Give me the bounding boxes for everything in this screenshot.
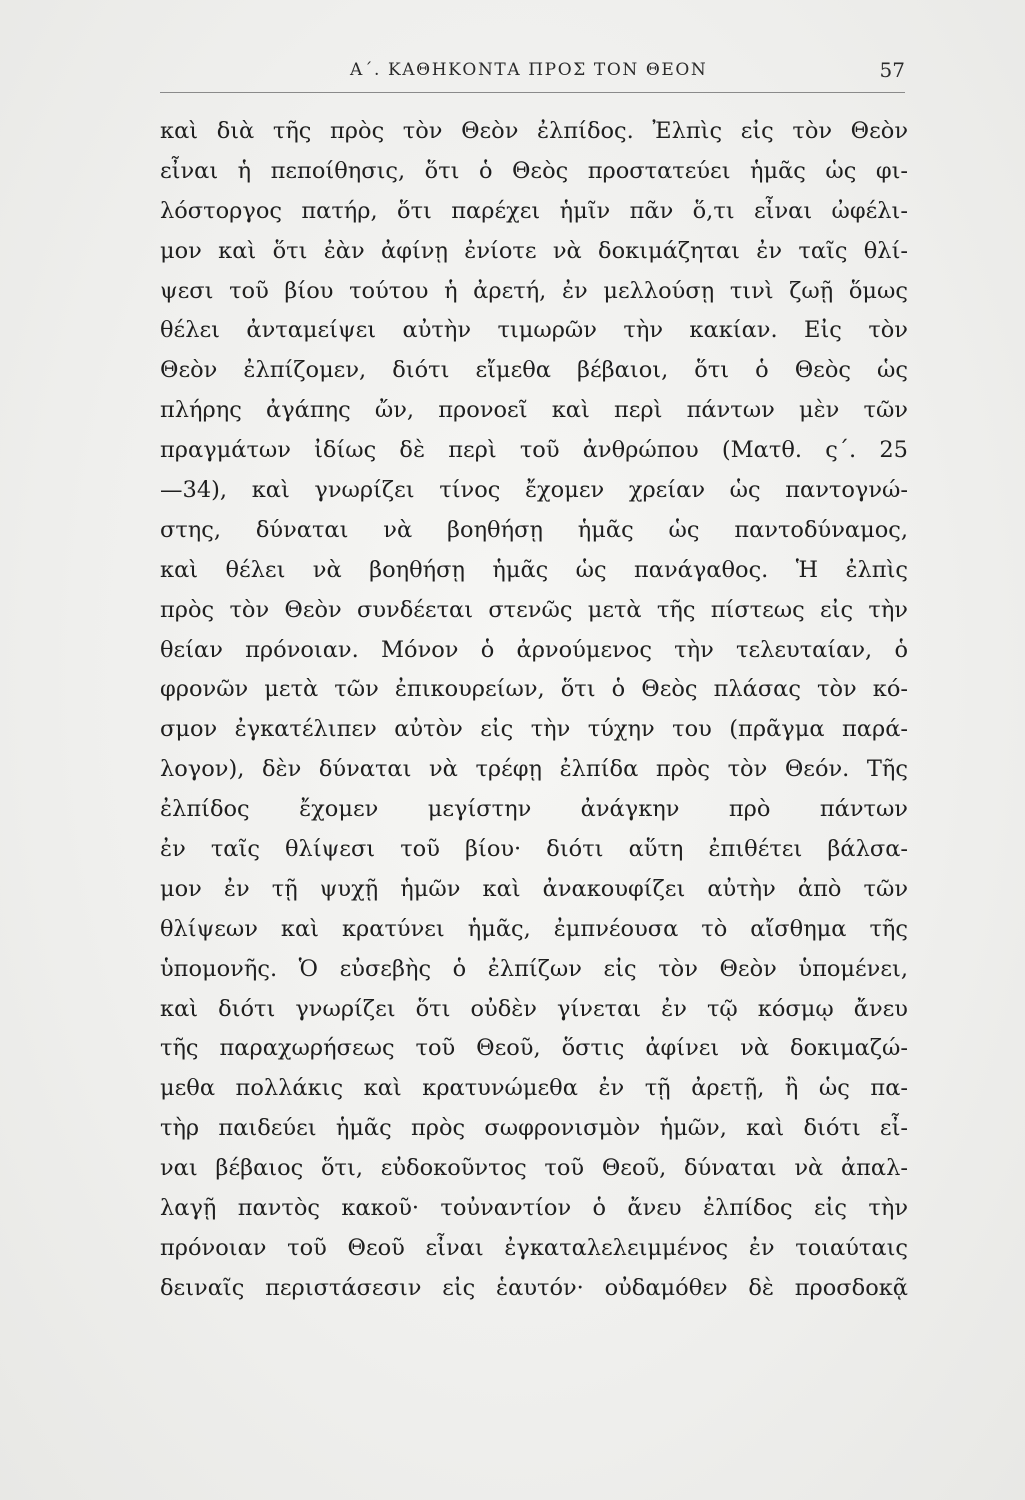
text-line: ἐλπίδος ἔχομεν μεγίστην ἀνάγκην πρὸ πάντων [160,796,908,823]
text-line: πρόνοιαν τοῦ Θεοῦ εἶναι ἐγκαταλελειμμένος ἐν τοιαύταις [160,1234,908,1261]
text-line: μεθα πολλάκις καὶ κρατυνώμεθα ἐν τῇ ἀρετῇ, ἢ ὡς πα- [160,1075,908,1102]
text-line: ναι βέβαιος ὅτι, εὐδοκοῦντος τοῦ Θεοῦ, δύναται νὰ ἀπαλ- [160,1155,908,1182]
text-line: δειναῖς περιστάσεσιν εἰς ἑαυτόν· οὐδαμόθεν δὲ προσδοκᾷ [160,1274,908,1301]
text-line: λόστοργος πατήρ, ὅτι παρέχει ἡμῖν πᾶν ὅ,τι εἶναι ὠφέλι- [160,197,908,224]
text-line: ἐν ταῖς θλίψεσι τοῦ βίου· διότι αὕτη ἐπιθέτει βάλσα- [160,836,908,863]
header-rule [160,92,905,93]
text-line: Θεὸν ἐλπίζομεν, διότι εἴμεθα βέβαιοι, ὅτι ὁ Θεὸς ὡς [160,357,908,384]
text-line: —34), καὶ γνωρίζει τίνος ἔχομεν χρείαν ὡς παντογνώ- [160,477,908,504]
text-line: καὶ διότι γνωρίζει ὅτι οὐδὲν γίνεται ἐν τῷ κόσμῳ ἄνευ [160,995,908,1022]
text-line: θλίψεων καὶ κρατύνει ἡμᾶς, ἐμπνέουσα τὸ αἴσθημα τῆς [160,915,908,942]
text-line: στης, δύναται νὰ βοηθήσῃ ἡμᾶς ὡς παντοδύναμος, [160,516,908,543]
text-line: φρονῶν μετὰ τῶν ἐπικουρείων, ὅτι ὁ Θεὸς πλάσας τὸν κό- [160,676,908,703]
text-line: καὶ διὰ τῆς πρὸς τὸν Θεὸν ἐλπίδος. Ἐλπὶς εἰς τὸν Θεὸν [160,118,908,144]
text-line: λαγῇ παντὸς κακοῦ· τοὐναντίον ὁ ἄνευ ἐλπίδος εἰς τὴν [160,1195,908,1222]
text-line: εἶναι ἡ πεποίθησις, ὅτι ὁ Θεὸς προστατεύει ἡμᾶς ὡς φι- [160,157,908,184]
text-line: μον καὶ ὅτι ἐὰν ἀφίνῃ ἐνίοτε νὰ δοκιμάζηται ἐν ταῖς θλί- [160,237,908,264]
body-paragraph [160,112,908,1309]
text-line: θέλει ἀνταμείψει αὐτὴν τιμωρῶν τὴν κακίαν. Εἰς τὸν [160,317,908,344]
running-head [160,58,905,88]
text-line: πρὸς τὸν Θεὸν συνδέεται στενῶς μετὰ τῆς πίστεως εἰς τὴν [160,596,908,623]
text-line: τὴρ παιδεύει ἡμᾶς πρὸς σωφρονισμὸν ἡμῶν, καὶ διότι εἶ- [160,1115,908,1142]
text-line: ψεσι τοῦ βίου τούτου ἡ ἀρετή, ἐν μελλούσῃ τινὶ ζωῇ ὅμως [160,277,908,304]
text-line: πλήρης ἀγάπης ὤν, προνοεῖ καὶ περὶ πάντων μὲν τῶν [160,397,908,424]
text-line: μον ἐν τῇ ψυχῇ ἡμῶν καὶ ἀνακουφίζει αὐτὴν ἀπὸ τῶν [160,875,908,902]
text-line: καὶ θέλει νὰ βοηθήσῃ ἡμᾶς ὡς πανάγαθος. Ἡ ἐλπὶς [160,556,908,583]
text-line: σμον ἐγκατέλιπεν αὐτὸν εἰς τὴν τύχην του (πρᾶγμα παρά- [160,716,908,743]
chapter-title: Α΄. ΚΑΘΗΚΟΝΤΑ ΠΡΟΣ ΤΟΝ ΘΕΟΝ [350,60,708,80]
text-line: ὑπομονῆς. Ὁ εὐσεβὴς ὁ ἐλπίζων εἰς τὸν Θεὸν ὑπομένει, [160,955,908,982]
text-line: τῆς παραχωρήσεως τοῦ Θεοῦ, ὅστις ἀφίνει νὰ δοκιμαζώ- [160,1035,908,1062]
page-number: 57 [879,58,905,82]
text-line: λογον), δὲν δύναται νὰ τρέφῃ ἐλπίδα πρὸς τὸν Θεόν. Τῆς [160,756,908,783]
text-line: πραγμάτων ἰδίως δὲ περὶ τοῦ ἀνθρώπου (Ματθ. ς΄. 25 [160,437,908,464]
text-line: θείαν πρόνοιαν. Μόνον ὁ ἀρνούμενος τὴν τελευταίαν, ὁ [160,636,908,663]
